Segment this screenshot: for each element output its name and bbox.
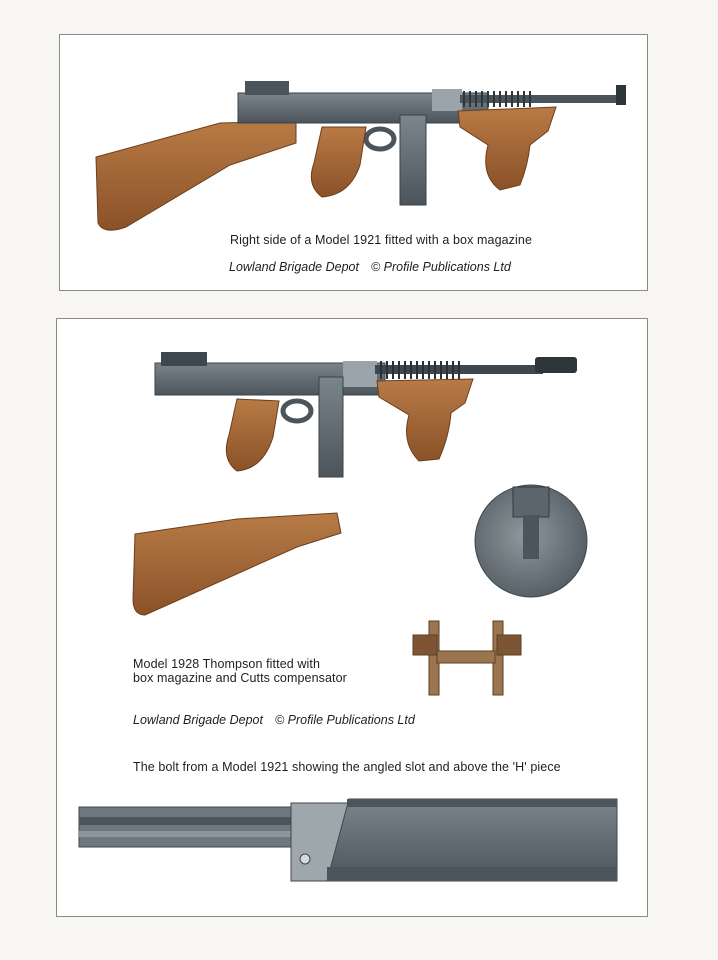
caption-model-1928-line2: box magazine and Cutts compensator xyxy=(133,671,347,685)
caption-model-1928-line1: Model 1928 Thompson fitted with xyxy=(133,657,321,671)
photo-credit xyxy=(229,260,511,274)
photo-panel-model-1928 xyxy=(56,318,648,917)
credit-depot: Lowland Brigade Depot xyxy=(229,260,359,274)
credit-copyright: © Profile Publications Ltd xyxy=(274,713,415,727)
photo-panel-model-1921 xyxy=(59,34,648,291)
caption-model-1921: Right side of a Model 1921 fitted with a box magazine xyxy=(230,233,533,247)
credit-copyright: © Profile Publications Ltd xyxy=(370,260,511,274)
credit-depot: Lowland Brigade Depot xyxy=(133,713,263,727)
thompson-1928-photo xyxy=(57,319,647,916)
photo-credit-bottom xyxy=(133,713,415,727)
caption-bolt: The bolt from a Model 1921 showing the angled slot and above the 'H' piece xyxy=(133,760,561,774)
thompson-1921-photo xyxy=(60,35,647,290)
h-piece xyxy=(413,621,521,695)
caption-model-1928 xyxy=(133,657,347,685)
